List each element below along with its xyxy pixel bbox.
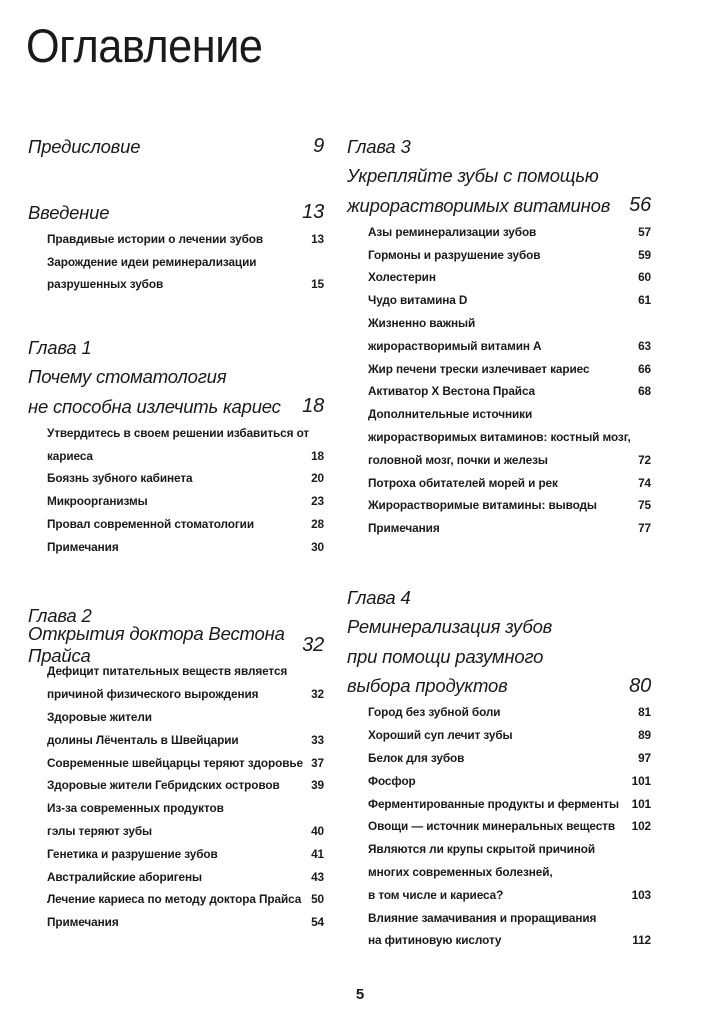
entry-page: 89 bbox=[638, 728, 651, 743]
toc-heading-line[interactable] bbox=[28, 363, 324, 393]
entry-title: жирорастворимый витамин A bbox=[368, 338, 542, 353]
section-page: 13 bbox=[302, 201, 324, 224]
section-heading: Глава 3 bbox=[347, 135, 411, 157]
entry-title: головной мозг, почки и железы bbox=[368, 452, 548, 467]
toc-entry-line[interactable] bbox=[347, 357, 651, 380]
toc-entry-line[interactable] bbox=[347, 289, 651, 312]
entry-title: Активатор X Вестона Прайса bbox=[368, 384, 536, 399]
entry-title: Дополнительные источники bbox=[368, 407, 533, 422]
entry-title: кариеса bbox=[47, 448, 93, 463]
entry-page: 57 bbox=[638, 224, 651, 239]
toc-entry-line[interactable] bbox=[28, 273, 324, 296]
toc-entry-line[interactable] bbox=[28, 774, 324, 797]
toc-entry-line[interactable] bbox=[28, 797, 324, 820]
entry-page: 50 bbox=[311, 892, 324, 907]
section-page: 56 bbox=[629, 194, 651, 217]
toc-entry-line[interactable] bbox=[347, 861, 651, 884]
toc-heading-line[interactable] bbox=[28, 333, 324, 363]
entry-page: 32 bbox=[311, 687, 324, 702]
entry-title: Гормоны и разрушение зубов bbox=[368, 247, 541, 262]
toc-entry-line[interactable] bbox=[347, 403, 651, 426]
entry-page: 37 bbox=[311, 755, 324, 770]
toc-entry-line[interactable] bbox=[28, 228, 324, 251]
entry-title: Азы реминерализации зубов bbox=[368, 224, 537, 239]
entry-page: 30 bbox=[311, 539, 324, 554]
entry-title: многих современных болезней, bbox=[368, 864, 553, 879]
entry-title: Город без зубной боли bbox=[368, 705, 501, 720]
section-heading: Укрепляйте зубы с помощью bbox=[347, 165, 599, 187]
entry-title: жирорастворимых витаминов: костный мозг, bbox=[368, 430, 631, 445]
toc-entry-line[interactable] bbox=[28, 660, 324, 683]
entry-page: 18 bbox=[311, 448, 324, 463]
section-page: 9 bbox=[313, 135, 324, 158]
entry-title: Примечания bbox=[47, 915, 119, 930]
entry-title: Здоровые жители Гебридских островов bbox=[47, 778, 280, 793]
entry-page: 33 bbox=[311, 732, 324, 747]
entry-title: долины Лёченталь в Швейцарии bbox=[47, 732, 239, 747]
section-page: 80 bbox=[629, 674, 651, 697]
entry-title: разрушенных зубов bbox=[47, 277, 164, 292]
entry-page: 40 bbox=[311, 823, 324, 838]
toc-heading-line[interactable] bbox=[28, 623, 324, 667]
toc-entry-line[interactable] bbox=[347, 243, 651, 266]
toc-entry-line[interactable] bbox=[347, 724, 651, 747]
toc-entry-line[interactable] bbox=[347, 769, 651, 792]
entry-page: 39 bbox=[311, 778, 324, 793]
entry-page: 74 bbox=[638, 475, 651, 490]
entry-page: 61 bbox=[638, 293, 651, 308]
page-title: Оглавление bbox=[26, 19, 263, 72]
entry-page: 59 bbox=[638, 247, 651, 262]
entry-page: 72 bbox=[638, 452, 651, 467]
entry-page: 75 bbox=[638, 498, 651, 513]
entry-title: Лечение кариеса по методу доктора Прайса bbox=[47, 892, 302, 907]
entry-title: Зарождение идеи реминерализации bbox=[47, 254, 257, 269]
entry-page: 54 bbox=[311, 915, 324, 930]
toc-heading-line[interactable] bbox=[28, 392, 324, 422]
toc-entry-line[interactable] bbox=[347, 312, 651, 335]
entry-title: Являются ли крупы скрытой причиной bbox=[368, 842, 596, 857]
toc-heading-line[interactable] bbox=[347, 672, 651, 702]
toc-entry-line[interactable] bbox=[28, 513, 324, 536]
toc-section bbox=[28, 601, 324, 934]
entry-title: гэлы теряют зубы bbox=[47, 823, 152, 838]
entry-title: Хороший суп лечит зубы bbox=[368, 728, 513, 743]
entry-title: Жир печени трески излечивает кариес bbox=[368, 361, 590, 376]
entry-page: 15 bbox=[311, 277, 324, 292]
section-heading: Открытия доктора Вестона Прайса bbox=[28, 623, 285, 667]
entry-title: Современные швейцарцы теряют здоровье bbox=[47, 755, 303, 770]
toc-heading-line[interactable] bbox=[347, 583, 651, 613]
entry-page: 41 bbox=[311, 846, 324, 861]
toc-entry-line[interactable] bbox=[347, 426, 651, 449]
section-heading: жирорастворимых витаминов bbox=[347, 194, 611, 216]
toc-heading-line[interactable] bbox=[347, 191, 651, 221]
entry-title: Из-за современных продуктов bbox=[47, 801, 224, 816]
toc-entry-line[interactable] bbox=[28, 888, 324, 911]
entry-title: Чудо витамина D bbox=[368, 293, 468, 308]
toc-entry-line[interactable] bbox=[28, 490, 324, 513]
toc-entry-line[interactable] bbox=[28, 444, 324, 467]
toc-entry-line[interactable] bbox=[347, 929, 651, 952]
entry-title: Генетика и разрушение зубов bbox=[47, 846, 218, 861]
entry-title: Боязнь зубного кабинета bbox=[47, 471, 193, 486]
entry-page: 43 bbox=[311, 869, 324, 884]
entry-page: 81 bbox=[638, 705, 651, 720]
toc-entry-line[interactable] bbox=[347, 380, 651, 403]
entry-page: 101 bbox=[631, 796, 651, 811]
entry-page: 13 bbox=[311, 231, 324, 246]
toc-entry-line[interactable] bbox=[28, 865, 324, 888]
section-heading: Глава 4 bbox=[347, 586, 411, 608]
entry-title: Утвердитесь в своем решении избавиться от bbox=[47, 425, 310, 440]
entry-page: 28 bbox=[311, 517, 324, 532]
toc-heading-line[interactable] bbox=[347, 613, 651, 643]
page-number: 5 bbox=[355, 986, 365, 1003]
toc-entry-line[interactable] bbox=[28, 820, 324, 843]
entry-title: Потроха обитателей морей и рек bbox=[368, 475, 558, 490]
toc-entry-line[interactable] bbox=[347, 494, 651, 517]
entry-title: Примечания bbox=[368, 521, 440, 536]
toc-entry-line[interactable] bbox=[28, 911, 324, 934]
entry-title: Жизненно важный bbox=[368, 316, 476, 331]
entry-title: причиной физического вырождения bbox=[47, 687, 259, 702]
entry-title: на фитиновую кислоту bbox=[368, 933, 502, 948]
toc-entry-line[interactable] bbox=[347, 883, 651, 906]
toc-entry-line[interactable] bbox=[347, 792, 651, 815]
toc-entry-line[interactable] bbox=[28, 751, 324, 774]
toc-entry-line[interactable] bbox=[28, 842, 324, 865]
toc-entry-line[interactable] bbox=[347, 334, 651, 357]
section-heading: выбора продуктов bbox=[347, 675, 508, 697]
entry-page: 102 bbox=[631, 819, 651, 834]
toc-heading-line[interactable] bbox=[28, 198, 324, 228]
entry-title: Правдивые истории о лечении зубов bbox=[47, 231, 264, 246]
section-heading: Предисловие bbox=[28, 135, 141, 157]
entry-title: Здоровые жители bbox=[47, 709, 152, 724]
toc-section bbox=[28, 198, 324, 296]
toc-section bbox=[28, 132, 324, 162]
toc-entry-line[interactable] bbox=[347, 517, 651, 540]
entry-title: Белок для зубов bbox=[368, 750, 465, 765]
toc-entry-line[interactable] bbox=[28, 728, 324, 751]
toc-entry-line[interactable] bbox=[28, 422, 324, 445]
entry-title: Провал современной стоматологии bbox=[47, 517, 254, 532]
entry-title: Ферментированные продукты и ферменты bbox=[368, 796, 619, 811]
toc-entry-line[interactable] bbox=[28, 250, 324, 273]
section-heading: Глава 2 bbox=[28, 604, 92, 626]
entry-title: Микроорганизмы bbox=[47, 494, 148, 509]
toc-heading-line[interactable] bbox=[347, 132, 651, 162]
entry-title: Холестерин bbox=[368, 270, 436, 285]
toc-entry-line[interactable] bbox=[347, 815, 651, 838]
section-heading: Введение bbox=[28, 201, 110, 223]
section-heading: не способна излечить кариес bbox=[28, 395, 281, 417]
toc-entry-line[interactable] bbox=[347, 838, 651, 861]
toc-section bbox=[347, 132, 651, 540]
entry-title: в том числе и кариеса? bbox=[368, 887, 504, 902]
toc-entry-line[interactable] bbox=[347, 747, 651, 770]
toc-section bbox=[28, 333, 324, 558]
section-heading: Реминерализация зубов bbox=[347, 616, 553, 638]
section-heading: при помощи разумного bbox=[347, 645, 544, 667]
entry-page: 60 bbox=[638, 270, 651, 285]
entry-title: Влияние замачивания и проращивания bbox=[368, 910, 597, 925]
toc-entry-line[interactable] bbox=[347, 448, 651, 471]
toc-entry-line[interactable] bbox=[347, 471, 651, 494]
entry-title: Фосфор bbox=[368, 773, 416, 788]
toc-entry-line[interactable] bbox=[28, 683, 324, 706]
toc-entry-line[interactable] bbox=[347, 906, 651, 929]
entry-page: 101 bbox=[631, 773, 651, 788]
section-heading: Глава 1 bbox=[28, 336, 92, 358]
section-page: 32 bbox=[302, 633, 324, 656]
entry-page: 20 bbox=[311, 471, 324, 486]
toc-entry-line[interactable] bbox=[347, 266, 651, 289]
entry-page: 63 bbox=[638, 338, 651, 353]
section-heading: Почему стоматология bbox=[28, 366, 227, 388]
section-page: 18 bbox=[302, 395, 324, 418]
toc-entry-line[interactable] bbox=[28, 467, 324, 490]
toc-entry-line[interactable] bbox=[28, 535, 324, 558]
toc-entry-line[interactable] bbox=[347, 701, 651, 724]
toc-entry-line[interactable] bbox=[28, 706, 324, 729]
toc-heading-line[interactable] bbox=[347, 162, 651, 192]
entry-page: 68 bbox=[638, 384, 651, 399]
entry-page: 97 bbox=[638, 750, 651, 765]
entry-page: 103 bbox=[631, 887, 651, 902]
entry-title: Австралийские аборигены bbox=[47, 869, 203, 884]
entry-page: 23 bbox=[311, 494, 324, 509]
entry-page: 66 bbox=[638, 361, 651, 376]
entry-page: 77 bbox=[638, 521, 651, 536]
entry-title: Примечания bbox=[47, 539, 119, 554]
toc-section bbox=[347, 583, 651, 952]
toc-entry-line[interactable] bbox=[347, 221, 651, 244]
toc-heading-line[interactable] bbox=[347, 642, 651, 672]
entry-title: Жирорастворимые витамины: выводы bbox=[368, 498, 597, 513]
entry-title: Овощи — источник минеральных веществ bbox=[368, 819, 616, 834]
entry-title: Дефицит питательных веществ является bbox=[47, 664, 288, 679]
entry-page: 112 bbox=[632, 933, 651, 948]
toc-heading-line[interactable] bbox=[28, 132, 324, 162]
